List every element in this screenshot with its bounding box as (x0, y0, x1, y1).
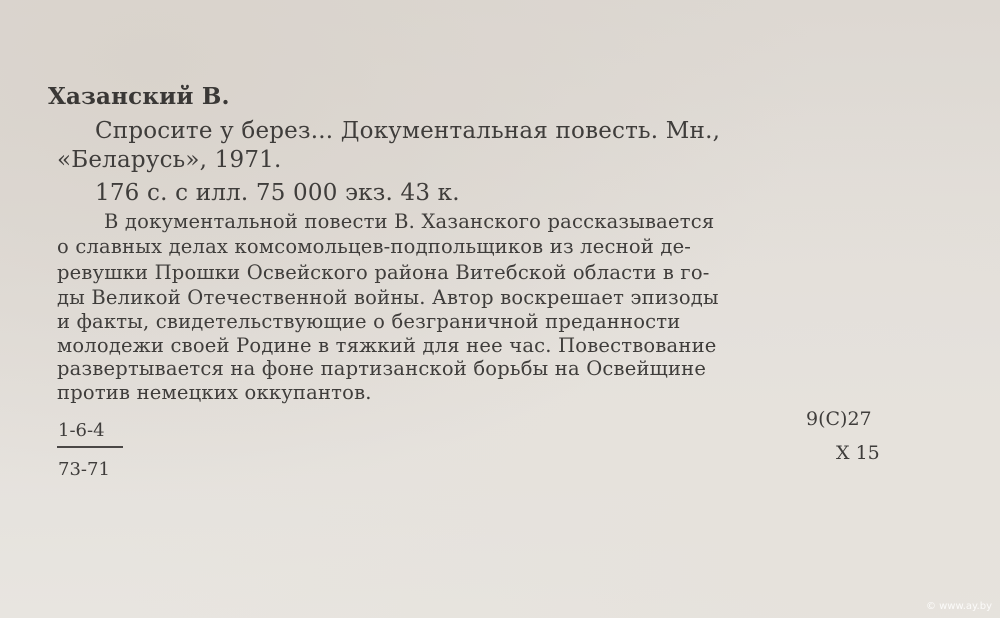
book-title-line-2: «Беларусь», 1971. (57, 147, 282, 173)
annotation-line-3: ревушки Прошки Освейского района Витебской области в го- (57, 261, 710, 284)
watermark: © www.ay.by (925, 601, 992, 612)
classification-code-top: 1-6-4 (58, 420, 105, 441)
author-index: Х 15 (836, 442, 880, 464)
book-title-line-1: Спросите у берез... Документальная повесть. Мн., (95, 118, 721, 144)
annotation-line-6: молодежи своей Родине в тяжкий для нее час. Повествование (57, 334, 717, 357)
annotation-line-4: ды Великой Отечественной войны. Автор воскрешает эпизоды (57, 286, 719, 309)
imprint-details: 176 с. с илл. 75 000 экз. 43 к. (95, 180, 460, 206)
fraction-divider (57, 446, 123, 448)
bbk-code: 9(С)27 (806, 408, 872, 430)
annotation-line-8: против немецких оккупантов. (57, 381, 372, 404)
annotation-line-5: и факты, свидетельствующие о безграничной преданности (57, 310, 681, 333)
annotation-line-1: В документальной повести В. Хазанского рассказывается (104, 210, 715, 233)
classification-code-bottom: 73-71 (58, 459, 110, 480)
author-name: Хазанский В. (48, 83, 230, 110)
annotation-line-2: о славных делах комсомольцев-подпольщиков из лесной де- (57, 235, 692, 258)
annotation-line-7: развертывается на фоне партизанской борьбы на Освейщине (57, 357, 707, 380)
